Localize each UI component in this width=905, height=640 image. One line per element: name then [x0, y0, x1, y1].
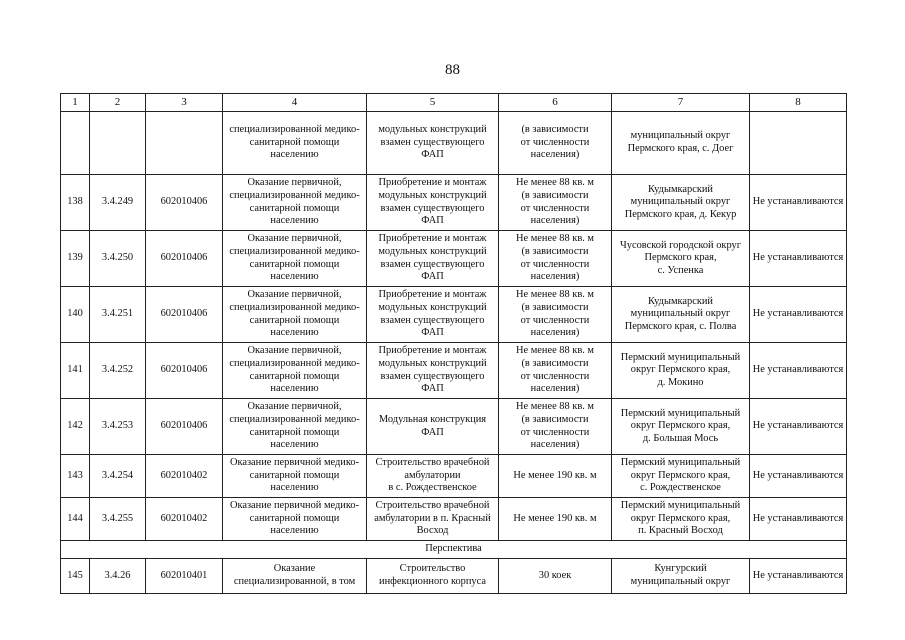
- row-term: Не устанавливаются: [750, 455, 847, 498]
- row-term: Не устанавливаются: [750, 343, 847, 399]
- row-capacity: Не менее 190 кв. м: [499, 455, 612, 498]
- row-location: Пермский муниципальный округ Пермского края, д. Мокино: [612, 343, 750, 399]
- row-code: 3.4.26: [90, 559, 146, 594]
- cont-term: [750, 112, 847, 175]
- header-col-2: 2: [90, 94, 146, 112]
- row-action: Приобретение и монтаж модульных конструкций взамен существующего ФАП: [367, 287, 499, 343]
- row-num: 143: [61, 455, 90, 498]
- row-capacity: 30 коек: [499, 559, 612, 594]
- row-num: 144: [61, 498, 90, 541]
- row-action: Строительство врачебной амбулатории в п. Красный Восход: [367, 498, 499, 541]
- row-code: 3.4.251: [90, 287, 146, 343]
- row-location: Пермский муниципальный округ Пермского края, п. Красный Восход: [612, 498, 750, 541]
- header-col-1: 1: [61, 94, 90, 112]
- page-number: 88: [445, 62, 460, 78]
- row-action: Приобретение и монтаж модульных конструкций взамен существующего ФАП: [367, 175, 499, 231]
- row-term: Не устанавливаются: [750, 287, 847, 343]
- row-num: 145: [61, 559, 90, 594]
- row-code: 3.4.249: [90, 175, 146, 231]
- row-capacity: Не менее 88 кв. м (в зависимости от численности населения): [499, 175, 612, 231]
- table-row: [61, 455, 847, 498]
- row-capacity: Не менее 88 кв. м (в зависимости от численности населения): [499, 231, 612, 287]
- row-action: Приобретение и монтаж модульных конструкций взамен существующего ФАП: [367, 231, 499, 287]
- row-code: 3.4.250: [90, 231, 146, 287]
- header-col-4: 4: [223, 94, 367, 112]
- row-code: 3.4.254: [90, 455, 146, 498]
- row-service: Оказание первичной, специализированной медико- санитарной помощи населению: [223, 343, 367, 399]
- row-num: 138: [61, 175, 90, 231]
- row-service: Оказание первичной, специализированной медико- санитарной помощи населению: [223, 287, 367, 343]
- table-row: [61, 399, 847, 455]
- section-row: [61, 541, 847, 559]
- row-service: Оказание первичной, специализированной медико- санитарной помощи населению: [223, 175, 367, 231]
- cont-num: [61, 112, 90, 175]
- table-row: [61, 175, 847, 231]
- row-num: 141: [61, 343, 90, 399]
- row-capacity: Не менее 190 кв. м: [499, 498, 612, 541]
- row-code: 3.4.253: [90, 399, 146, 455]
- row-capacity: Не менее 88 кв. м (в зависимости от численности населения): [499, 343, 612, 399]
- cont-capacity: (в зависимости от численности населения): [499, 112, 612, 175]
- row-num: 142: [61, 399, 90, 455]
- row-kbk: 602010406: [146, 399, 223, 455]
- row-action: Строительство врачебной амбулатории в с. Рождественское: [367, 455, 499, 498]
- header-col-6: 6: [499, 94, 612, 112]
- table-row: [61, 343, 847, 399]
- row-service: Оказание первичной, специализированной медико- санитарной помощи населению: [223, 399, 367, 455]
- row-capacity: Не менее 88 кв. м (в зависимости от численности населения): [499, 399, 612, 455]
- row-capacity: Не менее 88 кв. м (в зависимости от численности населения): [499, 287, 612, 343]
- row-action: Приобретение и монтаж модульных конструкций взамен существующего ФАП: [367, 343, 499, 399]
- row-location: Кунгурский муниципальный округ: [612, 559, 750, 594]
- header-col-8: 8: [750, 94, 847, 112]
- row-service: Оказание первичной медико- санитарной помощи населению: [223, 498, 367, 541]
- section-title: Перспектива: [61, 541, 847, 559]
- cont-code: [90, 112, 146, 175]
- row-kbk: 602010402: [146, 498, 223, 541]
- row-kbk: 602010402: [146, 455, 223, 498]
- table-row: [61, 559, 847, 594]
- row-service: Оказание первичной, специализированной медико- санитарной помощи населению: [223, 231, 367, 287]
- row-service: Оказание специализированной, в том: [223, 559, 367, 594]
- cont-action: модульных конструкций взамен существующего ФАП: [367, 112, 499, 175]
- row-kbk: 602010401: [146, 559, 223, 594]
- table-row: [61, 287, 847, 343]
- header-col-5: 5: [367, 94, 499, 112]
- row-action: Модульная конструкция ФАП: [367, 399, 499, 455]
- continuation-row: [61, 112, 847, 175]
- cont-kbk: [146, 112, 223, 175]
- row-kbk: 602010406: [146, 175, 223, 231]
- row-location: Кудымкарский муниципальный округ Пермского края, д. Кекур: [612, 175, 750, 231]
- row-term: Не устанавливаются: [750, 399, 847, 455]
- row-term: Не устанавливаются: [750, 498, 847, 541]
- row-location: Кудымкарский муниципальный округ Пермского края, с. Полва: [612, 287, 750, 343]
- cont-service: специализированной медико- санитарной помощи населению: [223, 112, 367, 175]
- row-term: Не устанавливаются: [750, 559, 847, 594]
- investment-table: [60, 93, 847, 594]
- row-num: 140: [61, 287, 90, 343]
- table-row: [61, 231, 847, 287]
- row-num: 139: [61, 231, 90, 287]
- row-location: Пермский муниципальный округ Пермского края, с. Рождественское: [612, 455, 750, 498]
- row-term: Не устанавливаются: [750, 231, 847, 287]
- row-kbk: 602010406: [146, 231, 223, 287]
- row-kbk: 602010406: [146, 287, 223, 343]
- row-action: Строительство инфекционного корпуса: [367, 559, 499, 594]
- row-code: 3.4.255: [90, 498, 146, 541]
- header-col-7: 7: [612, 94, 750, 112]
- row-term: Не устанавливаются: [750, 175, 847, 231]
- row-location: Чусовской городской округ Пермского края, с. Успенка: [612, 231, 750, 287]
- header-row: [61, 94, 847, 112]
- row-location: Пермский муниципальный округ Пермского края, д. Большая Мось: [612, 399, 750, 455]
- row-service: Оказание первичной медико- санитарной помощи населению: [223, 455, 367, 498]
- header-col-3: 3: [146, 94, 223, 112]
- row-code: 3.4.252: [90, 343, 146, 399]
- row-kbk: 602010406: [146, 343, 223, 399]
- cont-location: муниципальный округ Пермского края, с. Доег: [612, 112, 750, 175]
- table-row: [61, 498, 847, 541]
